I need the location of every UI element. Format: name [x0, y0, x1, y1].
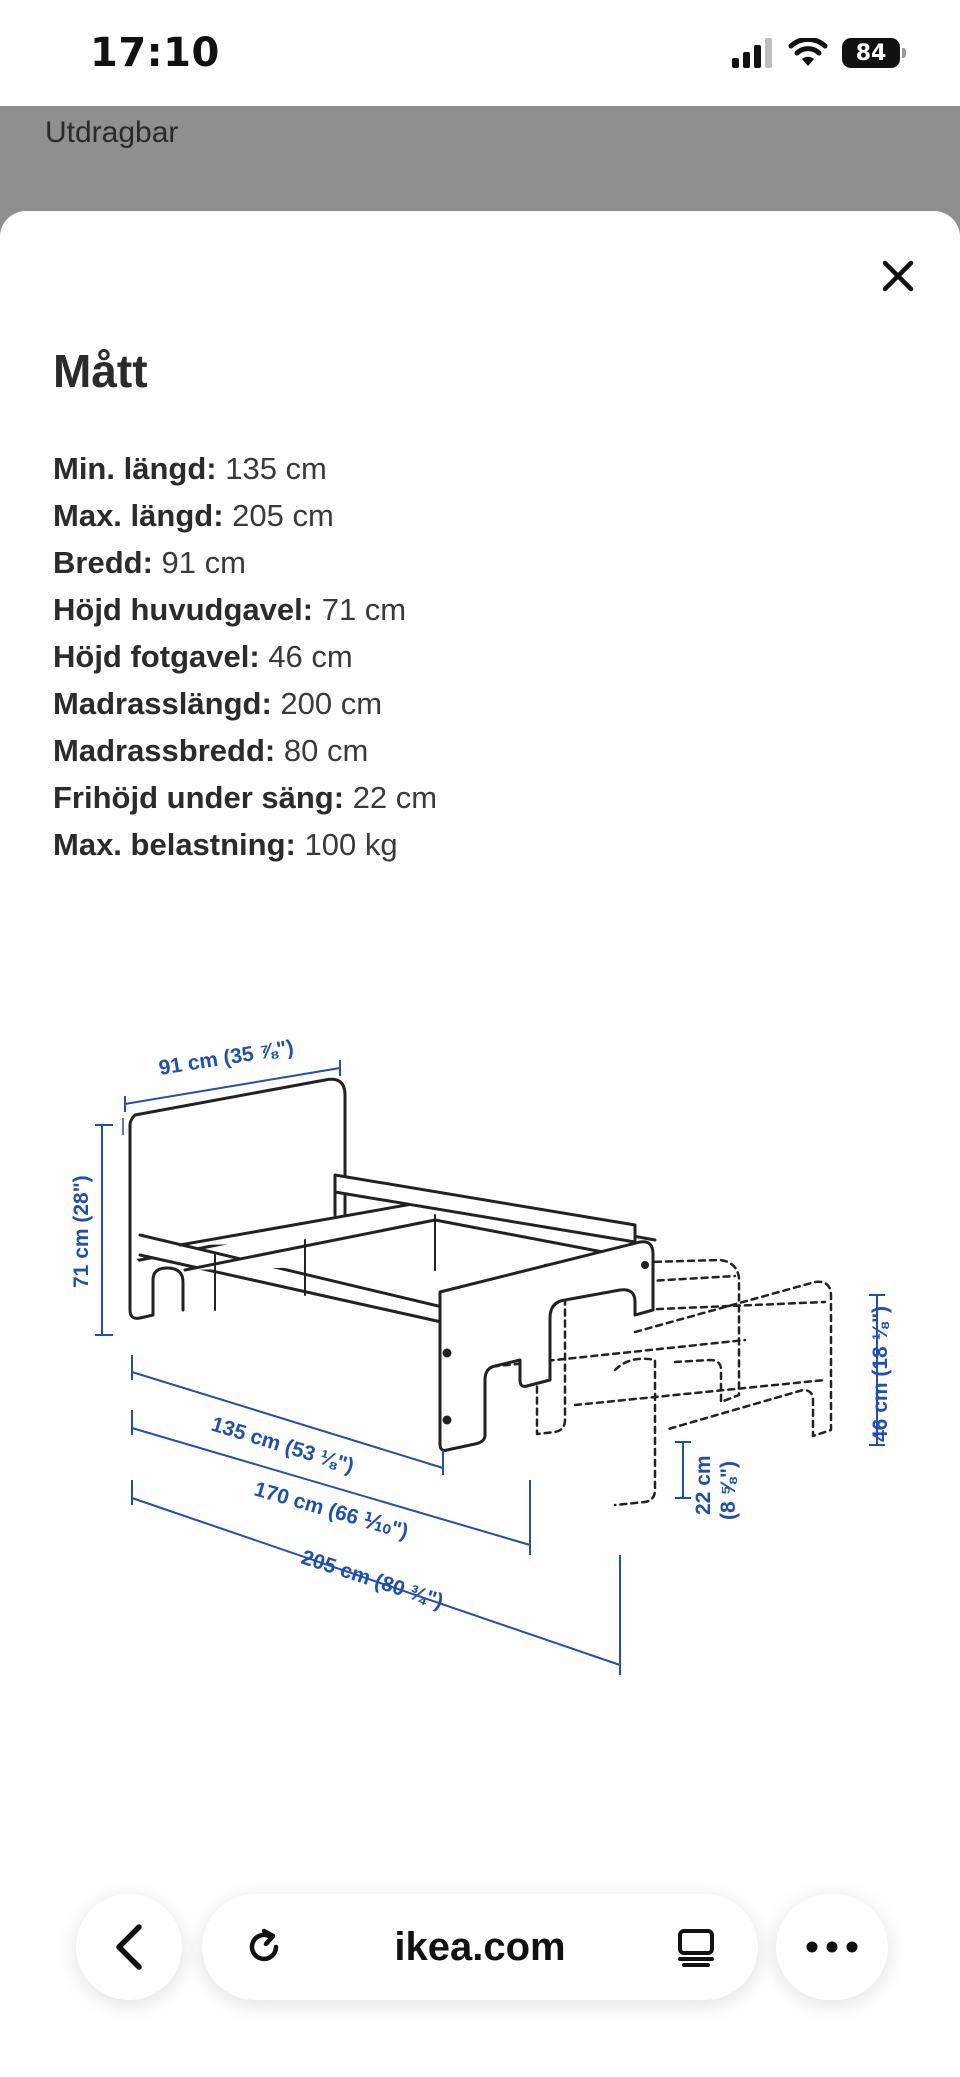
spec-value: 91 cm	[161, 545, 246, 580]
spec-item	[53, 586, 437, 633]
back-button[interactable]	[76, 1894, 182, 2000]
address-bar[interactable]	[202, 1894, 758, 2000]
close-button[interactable]	[870, 248, 926, 304]
spec-label: Max. belastning:	[53, 827, 296, 862]
status-time: 17:10	[90, 30, 220, 76]
spec-value: 22 cm	[352, 780, 438, 815]
spec-value: 135 cm	[225, 451, 327, 486]
dim-footboard-height-label: 46 cm (18 ⅛")	[869, 1305, 892, 1442]
spec-label: Max. längd:	[53, 498, 224, 533]
spec-label: Frihöjd under säng:	[53, 780, 345, 815]
spec-label: Min. längd:	[53, 451, 217, 486]
reload-icon[interactable]	[242, 1925, 286, 1969]
battery-indicator	[842, 38, 900, 68]
backdrop-label: Utdragbar	[45, 116, 179, 149]
spec-item	[53, 492, 437, 539]
battery-level: 84	[855, 40, 887, 66]
spec-item	[53, 774, 437, 821]
dim-clearance-inch-label: (8 ⅝")	[717, 1461, 740, 1520]
dim-length-max-label: 205 cm (80 ¾")	[298, 1545, 447, 1614]
spec-value: 205 cm	[232, 498, 334, 533]
spec-item	[53, 445, 437, 492]
spec-item	[53, 633, 437, 680]
close-icon	[881, 259, 915, 293]
wifi-icon	[788, 38, 828, 68]
sheet-title: Mått	[53, 345, 148, 397]
spec-value: 200 cm	[280, 686, 383, 721]
spec-label: Madrassbredd:	[53, 733, 276, 768]
tabs-icon[interactable]	[674, 1925, 718, 1969]
dim-length-min-label: 135 cm (53 ⅛")	[208, 1412, 357, 1478]
spec-value: 71 cm	[321, 592, 407, 627]
spec-label: Madrasslängd:	[53, 686, 272, 721]
dim-width-label: 91 cm (35 ⅞")	[157, 1035, 296, 1080]
dim-length-mid-label: 170 cm (66 ⅒")	[251, 1477, 411, 1544]
status-bar	[0, 0, 960, 106]
spec-value: 46 cm	[268, 639, 353, 674]
spec-item	[53, 539, 437, 586]
spec-item	[53, 821, 437, 868]
dim-headboard-height-label: 71 cm (28")	[70, 1175, 93, 1288]
more-button[interactable]	[776, 1894, 888, 2000]
spec-label: Bredd:	[53, 545, 153, 580]
spec-item	[53, 680, 437, 727]
back-icon	[111, 1923, 147, 1971]
spec-label: Höjd huvudgavel:	[53, 592, 314, 627]
url-text[interactable]: ikea.com	[394, 1924, 566, 1969]
spec-list	[53, 445, 437, 868]
more-icon	[806, 1941, 858, 1953]
spec-value: 100 kg	[304, 827, 398, 862]
status-icons	[730, 36, 900, 70]
spec-item	[53, 727, 437, 774]
signal-icon	[730, 38, 774, 68]
dim-clearance-label: 22 cm	[692, 1455, 715, 1515]
bed-dimension-diagram	[55, 1010, 925, 1690]
spec-label: Höjd fotgavel:	[53, 639, 260, 674]
spec-value: 80 cm	[283, 733, 369, 768]
